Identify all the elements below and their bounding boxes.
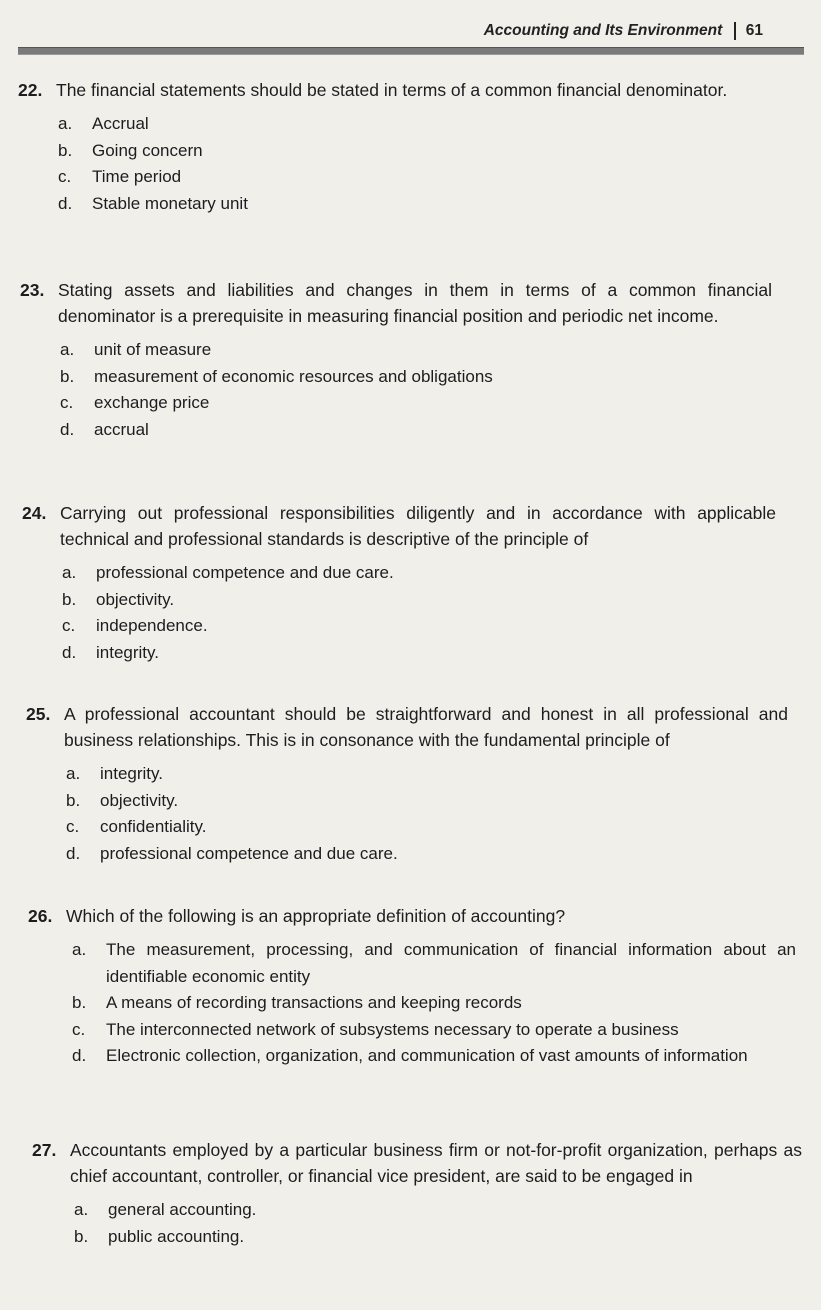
question-stem: A professional accountant should be straightforward and honest in all professional and business relationships. This is in consonance with the fundamental principle of	[64, 704, 788, 750]
question-27	[32, 1137, 802, 1250]
option-a: a. Accrual	[58, 114, 149, 133]
question-number: 22.	[18, 80, 43, 100]
question-24	[22, 500, 776, 666]
option-a: a. integrity.	[66, 764, 163, 783]
running-header	[484, 22, 763, 40]
option-a: a. unit of measure	[60, 340, 212, 359]
option-b: b. objectivity.	[62, 589, 175, 609]
question-22	[18, 77, 770, 217]
question-stem: The financial statements should be stated in terms of a common financial denominator.	[56, 80, 728, 100]
option-c: c. exchange price	[60, 393, 210, 412]
option-a: a. professional competence and due care.	[62, 563, 394, 582]
option-d: d. Electronic collection, organization, and communication of vast amounts of information	[72, 1046, 748, 1065]
option-a: a. The measurement, processing, and communication of financial information about an identifiable economic entity	[72, 940, 796, 986]
option-b: b. objectivity.	[66, 790, 179, 810]
option-list	[74, 1197, 802, 1250]
question-26	[28, 903, 796, 1070]
option-b: b. Going concern	[58, 140, 203, 160]
question-stem: Stating assets and liabilities and changes in them in terms of a common financial denominator is a prerequisite in measuring financial position and periodic net income.	[58, 280, 772, 326]
question-number: 25.	[26, 704, 51, 724]
question-stem: Carrying out professional responsibilities diligently and in accordance with applicable technical and professional standards is descriptive of the principle of	[60, 503, 776, 549]
option-d: d. accrual	[60, 419, 149, 439]
option-d: d. professional competence and due care.	[66, 843, 398, 863]
page-number: 61	[745, 22, 763, 39]
question-number: 23.	[20, 280, 45, 300]
option-list	[72, 937, 796, 1070]
option-b: b. measurement of economic resources and obligations	[60, 366, 493, 386]
option-c: c. confidentiality.	[66, 817, 207, 836]
option-a: a. general accounting.	[74, 1200, 257, 1219]
option-b: b. A means of recording transactions and keeping records	[72, 993, 522, 1012]
header-separator	[734, 22, 736, 40]
question-stem: Which of the following is an appropriate definition of accounting?	[66, 906, 566, 926]
option-list	[62, 560, 776, 666]
question-23	[20, 277, 772, 443]
option-list	[66, 761, 788, 867]
question-number: 24.	[22, 503, 47, 523]
option-d: d. Stable monetary unit	[58, 193, 248, 213]
chapter-title: Accounting and Its Environment	[483, 22, 723, 39]
option-c: c. independence.	[62, 616, 208, 635]
question-25	[26, 701, 788, 867]
option-d: d. integrity.	[62, 642, 159, 662]
question-number: 27.	[32, 1140, 57, 1160]
option-list	[58, 111, 770, 217]
option-c: c. The interconnected network of subsystems necessary to operate a business	[72, 1019, 679, 1039]
option-c: c. Time period	[58, 167, 182, 186]
option-b: b. public accounting.	[74, 1226, 245, 1246]
question-stem: Accountants employed by a particular business firm or not-for-profit organization, perhaps as chief accountant, controller, or financial vice president, are said to be engaged in	[70, 1140, 802, 1186]
option-list	[60, 337, 772, 443]
header-rule	[18, 47, 804, 55]
question-number: 26.	[28, 906, 53, 926]
